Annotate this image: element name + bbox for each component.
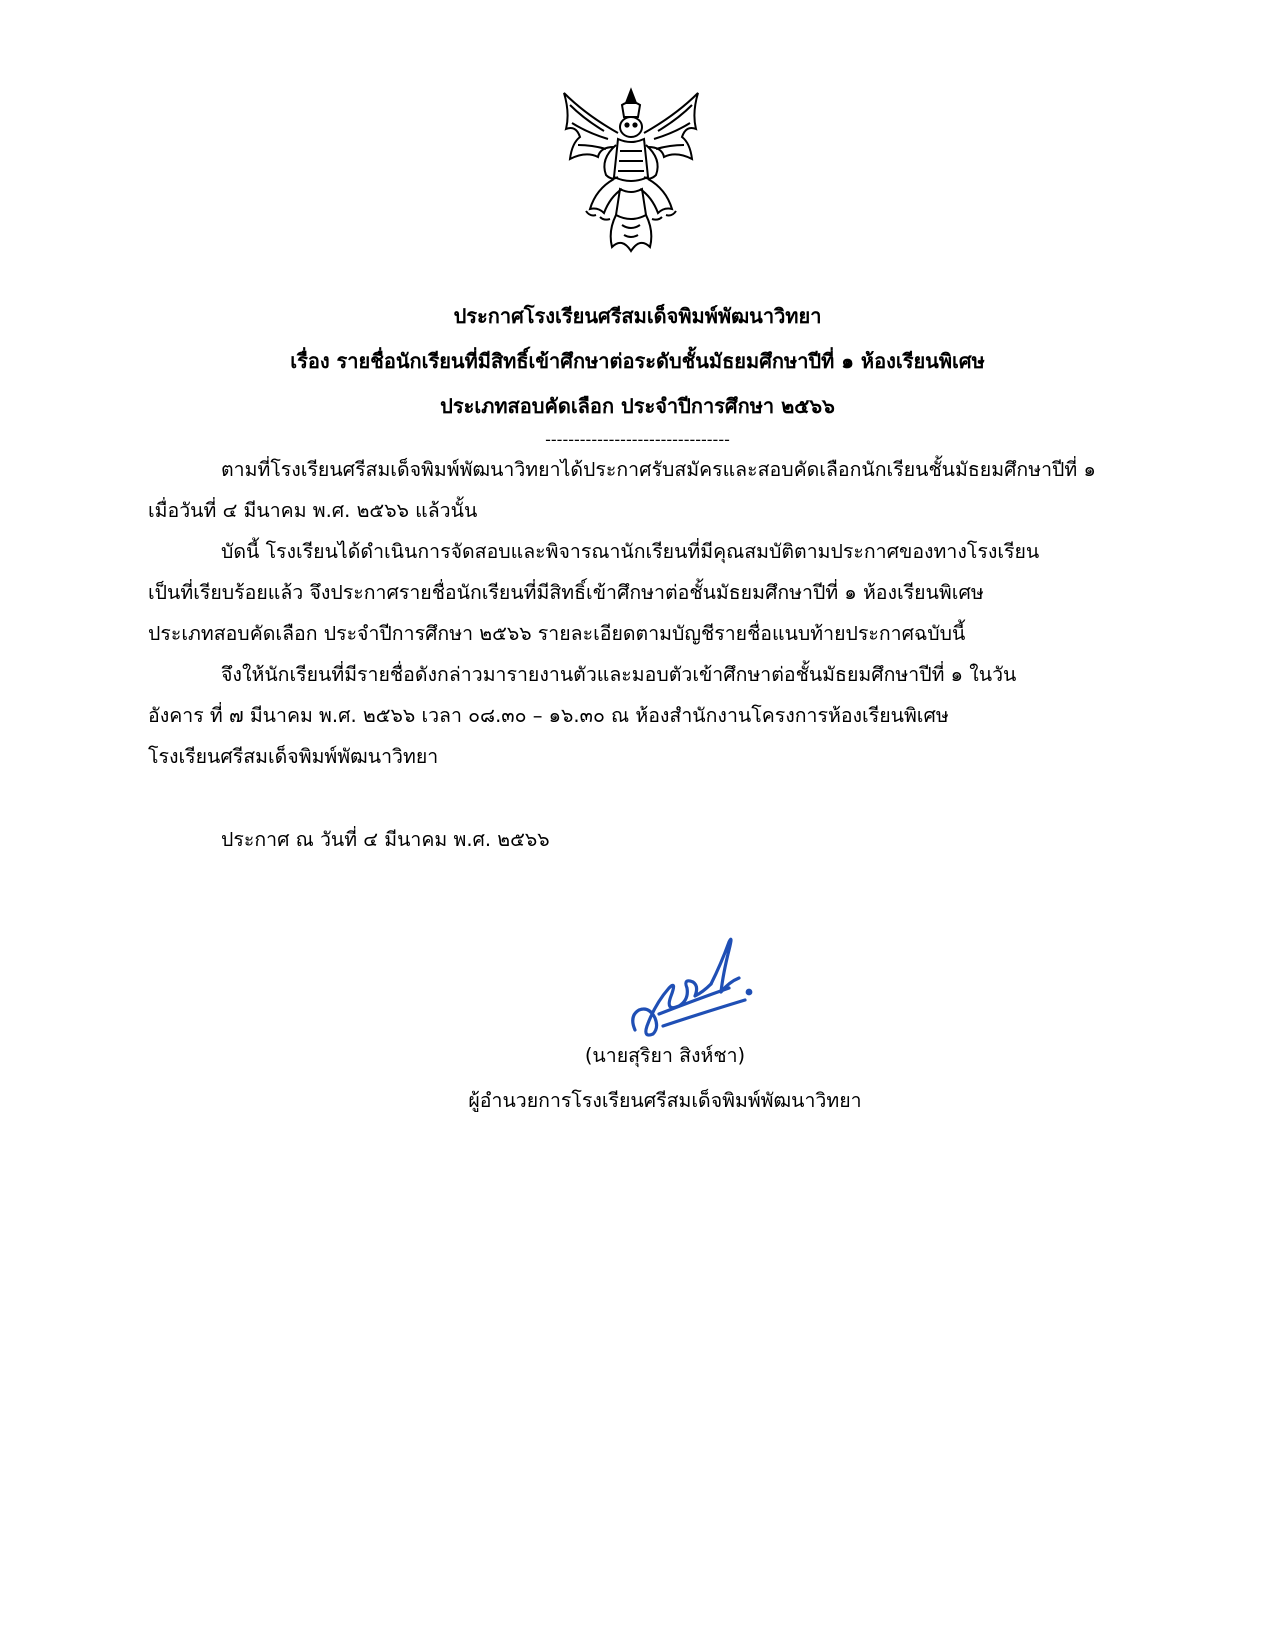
- signatory-position: ผู้อำนวยการโรงเรียนศรีสมเด็จพิมพ์พัฒนาวิทยา: [468, 1089, 862, 1112]
- paragraph-1-line-1: ตามที่โรงเรียนศรีสมเด็จพิมพ์พัฒนาวิทยาได้ประกาศรับสมัครและสอบคัดเลือกนักเรียนชั้นมัธยมศึกษาปีที่ ๑: [221, 458, 1096, 481]
- paragraph-3-line-2: อังคาร ที่ ๗ มีนาคม พ.ศ. ๒๕๖๖ เวลา ๐๘.๓๐ – ๑๖.๓๐ ณ ห้องสำนักงานโครงการห้องเรียนพิเศษ: [148, 704, 949, 727]
- handwritten-signature: [625, 930, 775, 1040]
- announcement-subject-line2: ประเภทสอบคัดเลือก ประจำปีการศึกษา ๒๕๖๖: [440, 394, 835, 418]
- paragraph-1-line-2: เมื่อวันที่ ๔ มีนาคม พ.ศ. ๒๕๖๖ แล้วนั้น: [148, 499, 478, 522]
- garuda-emblem-icon: [556, 85, 706, 255]
- announcement-date: ประกาศ ณ วันที่ ๔ มีนาคม พ.ศ. ๒๕๖๖: [221, 828, 550, 851]
- paragraph-2-line-3: ประเภทสอบคัดเลือก ประจำปีการศึกษา ๒๕๖๖ รายละเอียดตามบัญชีรายชื่อแนบท้ายประกาศฉบับนี้: [148, 622, 966, 645]
- paragraph-2-line-2: เป็นที่เรียบร้อยแล้ว จึงประกาศรายชื่อนักเรียนที่มีสิทธิ์เข้าศึกษาต่อชั้นมัธยมศึกษาปีที่ ๑ ห้องเรียนพิเศษ: [148, 581, 984, 604]
- signatory-name: (นายสุริยา สิงห์ชา): [584, 1044, 746, 1067]
- announcement-title: ประกาศโรงเรียนศรีสมเด็จพิมพ์พัฒนาวิทยา: [453, 304, 822, 328]
- paragraph-3-line-1: จึงให้นักเรียนที่มีรายชื่อดังกล่าวมารายงานตัวและมอบตัวเข้าศึกษาต่อชั้นมัธยมศึกษาปีที่ ๑ ในวัน: [221, 663, 1017, 686]
- paragraph-2-line-1: บัดนี้ โรงเรียนได้ดำเนินการจัดสอบและพิจารณานักเรียนที่มีคุณสมบัติตามประกาศของทางโรงเรียน: [221, 540, 1040, 563]
- announcement-subject: เรื่อง รายชื่อนักเรียนที่มีสิทธิ์เข้าศึกษาต่อระดับชั้นมัธยมศึกษาปีที่ ๑ ห้องเรียนพิเศษ: [290, 349, 985, 373]
- title-divider: --------------------------------: [545, 430, 730, 449]
- paragraph-3-line-3: โรงเรียนศรีสมเด็จพิมพ์พัฒนาวิทยา: [148, 745, 439, 768]
